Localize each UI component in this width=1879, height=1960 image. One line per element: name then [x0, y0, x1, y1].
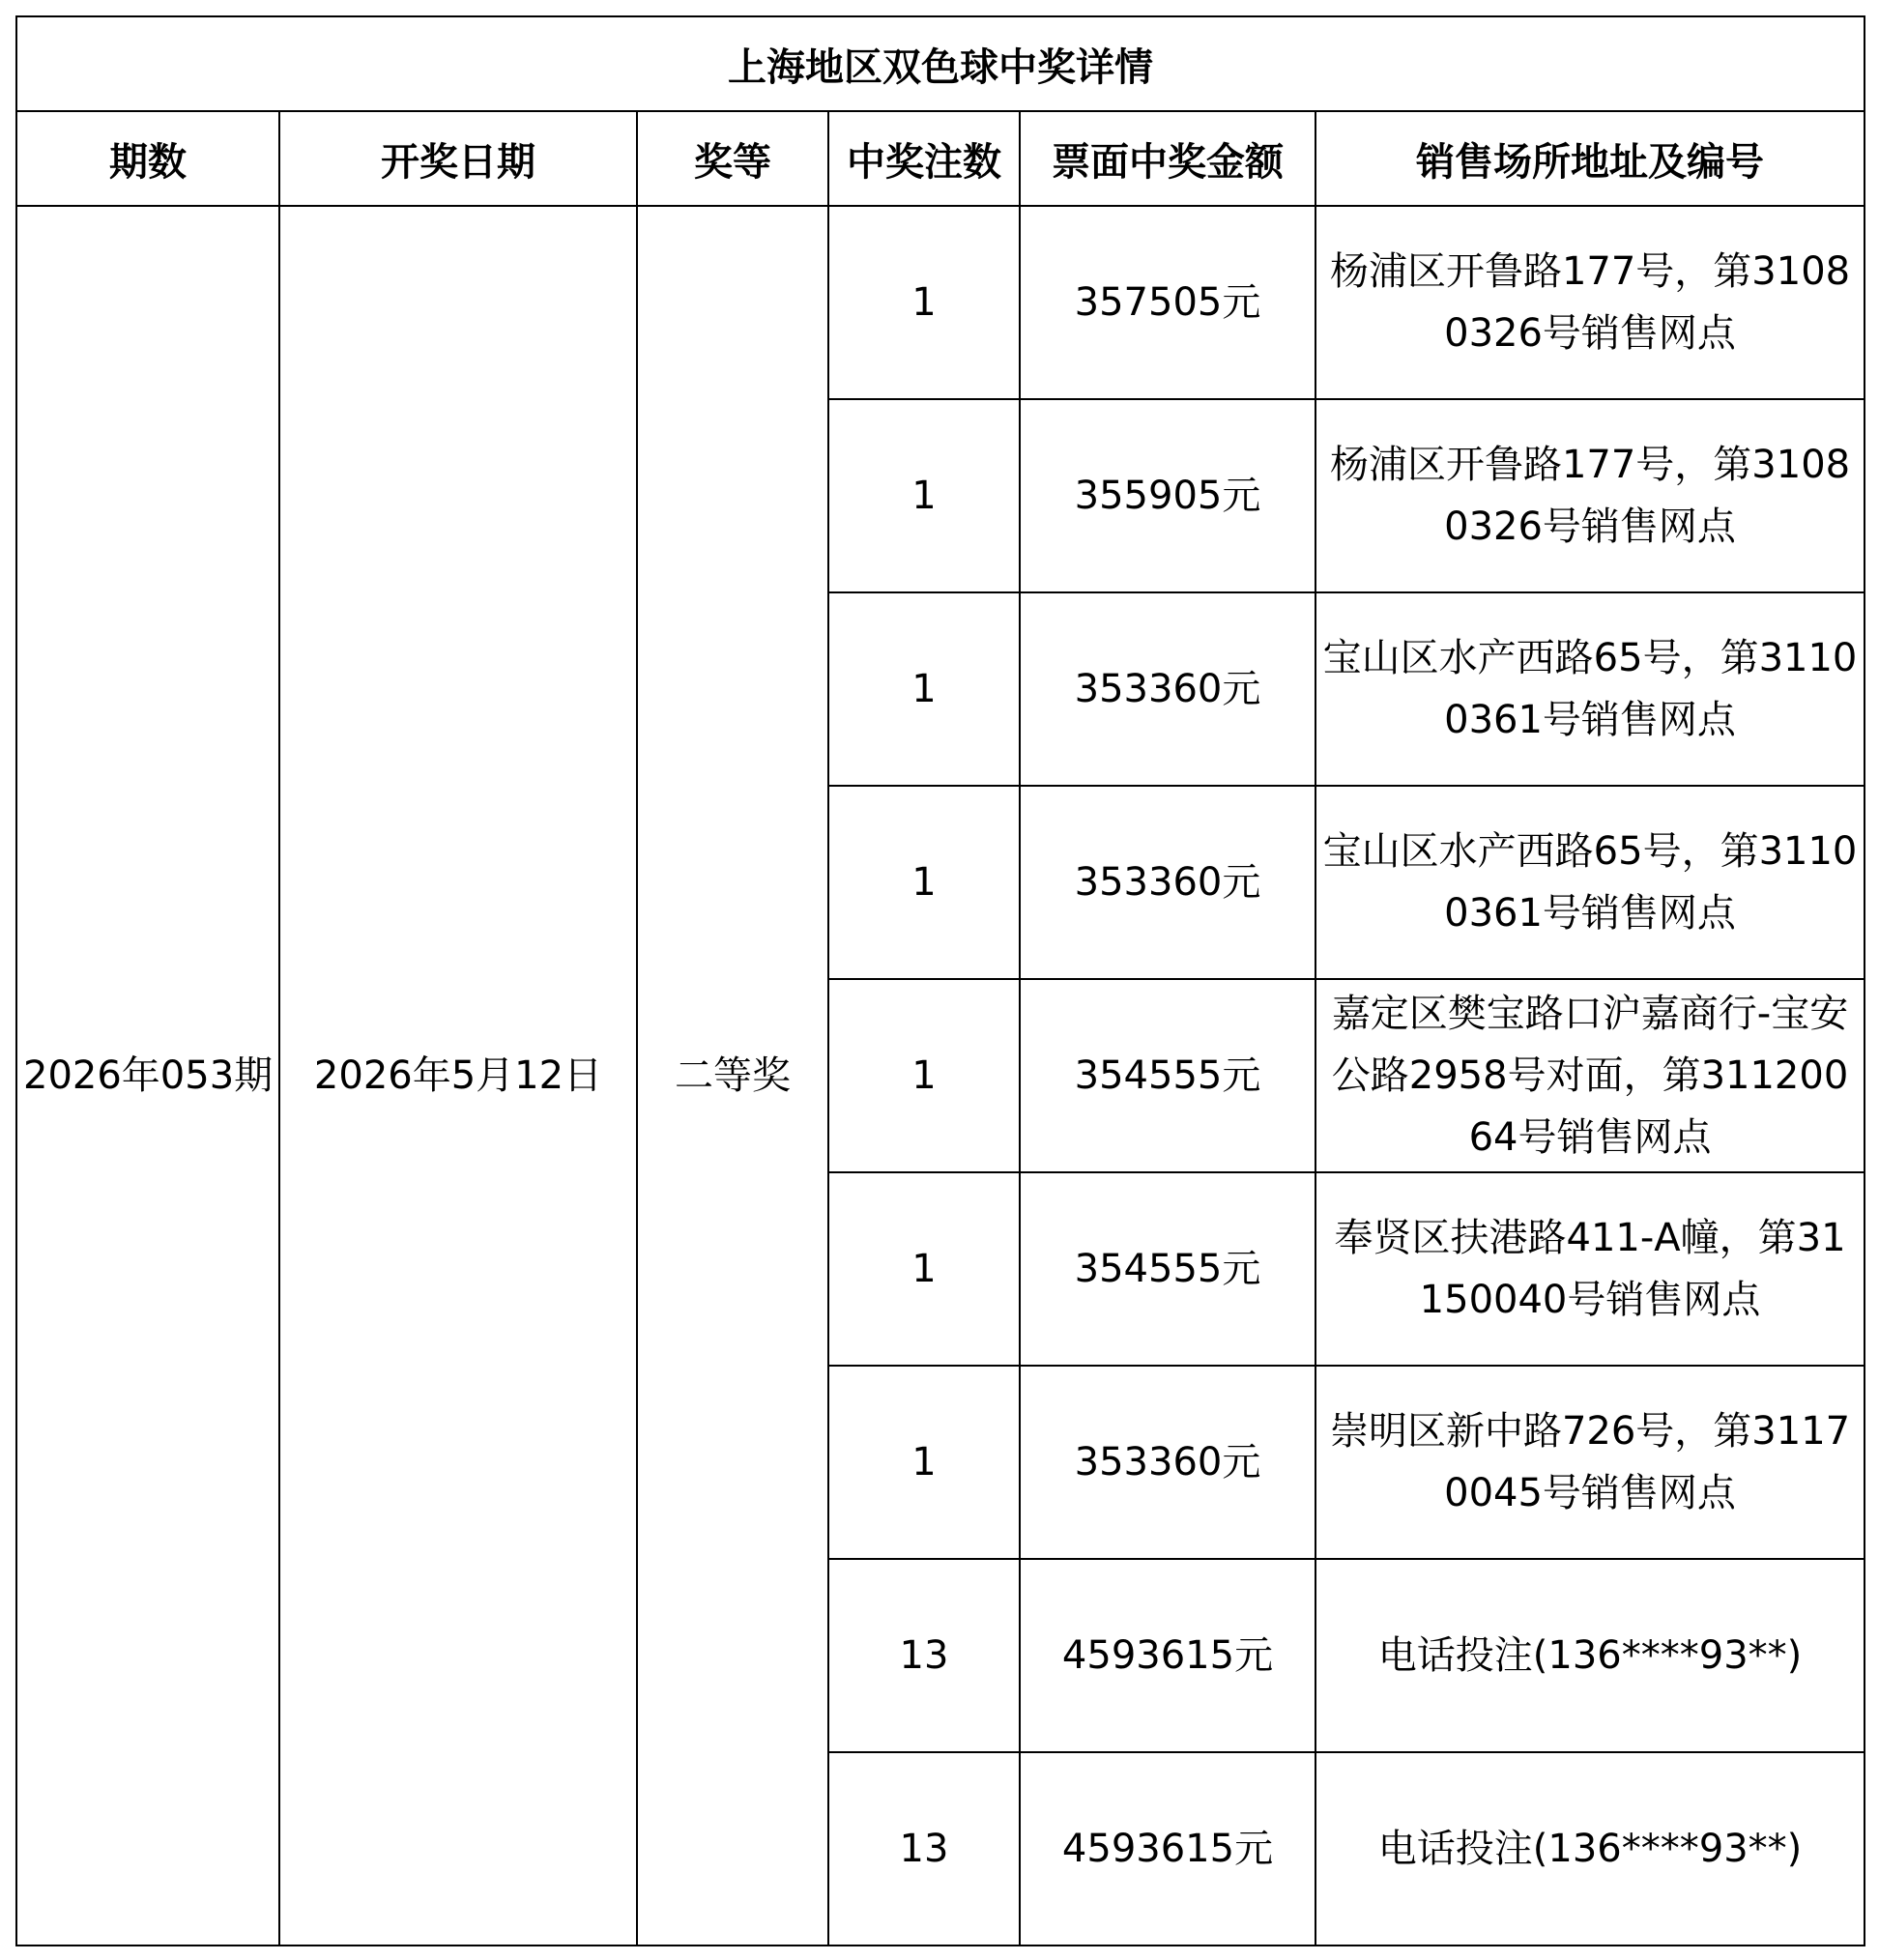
address-cell: 杨浦区开鲁路177号，第31080326号销售网点 — [1315, 399, 1865, 592]
table-title: 上海地区双色球中奖详情 — [16, 16, 1865, 111]
win-count-cell: 1 — [828, 399, 1020, 592]
win-count-cell: 1 — [828, 592, 1020, 786]
address-cell: 崇明区新中路726号，第31170045号销售网点 — [1315, 1366, 1865, 1559]
win-count-cell: 1 — [828, 206, 1020, 399]
draw-date-cell: 2026年5月12日 — [279, 206, 637, 1946]
amount-cell: 354555元 — [1020, 1172, 1315, 1366]
win-count-cell: 1 — [828, 1366, 1020, 1559]
address-cell: 电话投注(136****93**) — [1315, 1559, 1865, 1752]
amount-cell: 354555元 — [1020, 979, 1315, 1172]
header-row — [16, 111, 1865, 206]
amount-cell: 353360元 — [1020, 786, 1315, 979]
header-issue: 期数 — [16, 111, 279, 206]
header-amount: 票面中奖金额 — [1020, 111, 1315, 206]
title-row — [16, 16, 1865, 111]
lottery-results-table — [15, 15, 1865, 1946]
address-cell: 宝山区水产西路65号，第31100361号销售网点 — [1315, 592, 1865, 786]
win-count-cell: 1 — [828, 1172, 1020, 1366]
amount-cell: 4593615元 — [1020, 1752, 1315, 1946]
win-count-cell: 1 — [828, 979, 1020, 1172]
header-address: 销售场所地址及编号 — [1315, 111, 1865, 206]
prize-level-cell: 二等奖 — [637, 206, 828, 1946]
table-row — [16, 206, 1865, 399]
win-count-cell: 1 — [828, 786, 1020, 979]
header-draw-date: 开奖日期 — [279, 111, 637, 206]
header-prize-level: 奖等 — [637, 111, 828, 206]
issue-cell: 2026年053期 — [16, 206, 279, 1946]
amount-cell: 357505元 — [1020, 206, 1315, 399]
amount-cell: 355905元 — [1020, 399, 1315, 592]
amount-cell: 353360元 — [1020, 592, 1315, 786]
address-cell: 宝山区水产西路65号，第31100361号销售网点 — [1315, 786, 1865, 979]
address-cell: 杨浦区开鲁路177号，第31080326号销售网点 — [1315, 206, 1865, 399]
address-cell: 奉贤区扶港路411-A幢，第31150040号销售网点 — [1315, 1172, 1865, 1366]
win-count-cell: 13 — [828, 1752, 1020, 1946]
address-cell: 电话投注(136****93**) — [1315, 1752, 1865, 1946]
amount-cell: 353360元 — [1020, 1366, 1315, 1559]
amount-cell: 4593615元 — [1020, 1559, 1315, 1752]
win-count-cell: 13 — [828, 1559, 1020, 1752]
address-cell: 嘉定区樊宝路口沪嘉商行-宝安公路2958号对面，第31120064号销售网点 — [1315, 979, 1865, 1172]
header-win-count: 中奖注数 — [828, 111, 1020, 206]
